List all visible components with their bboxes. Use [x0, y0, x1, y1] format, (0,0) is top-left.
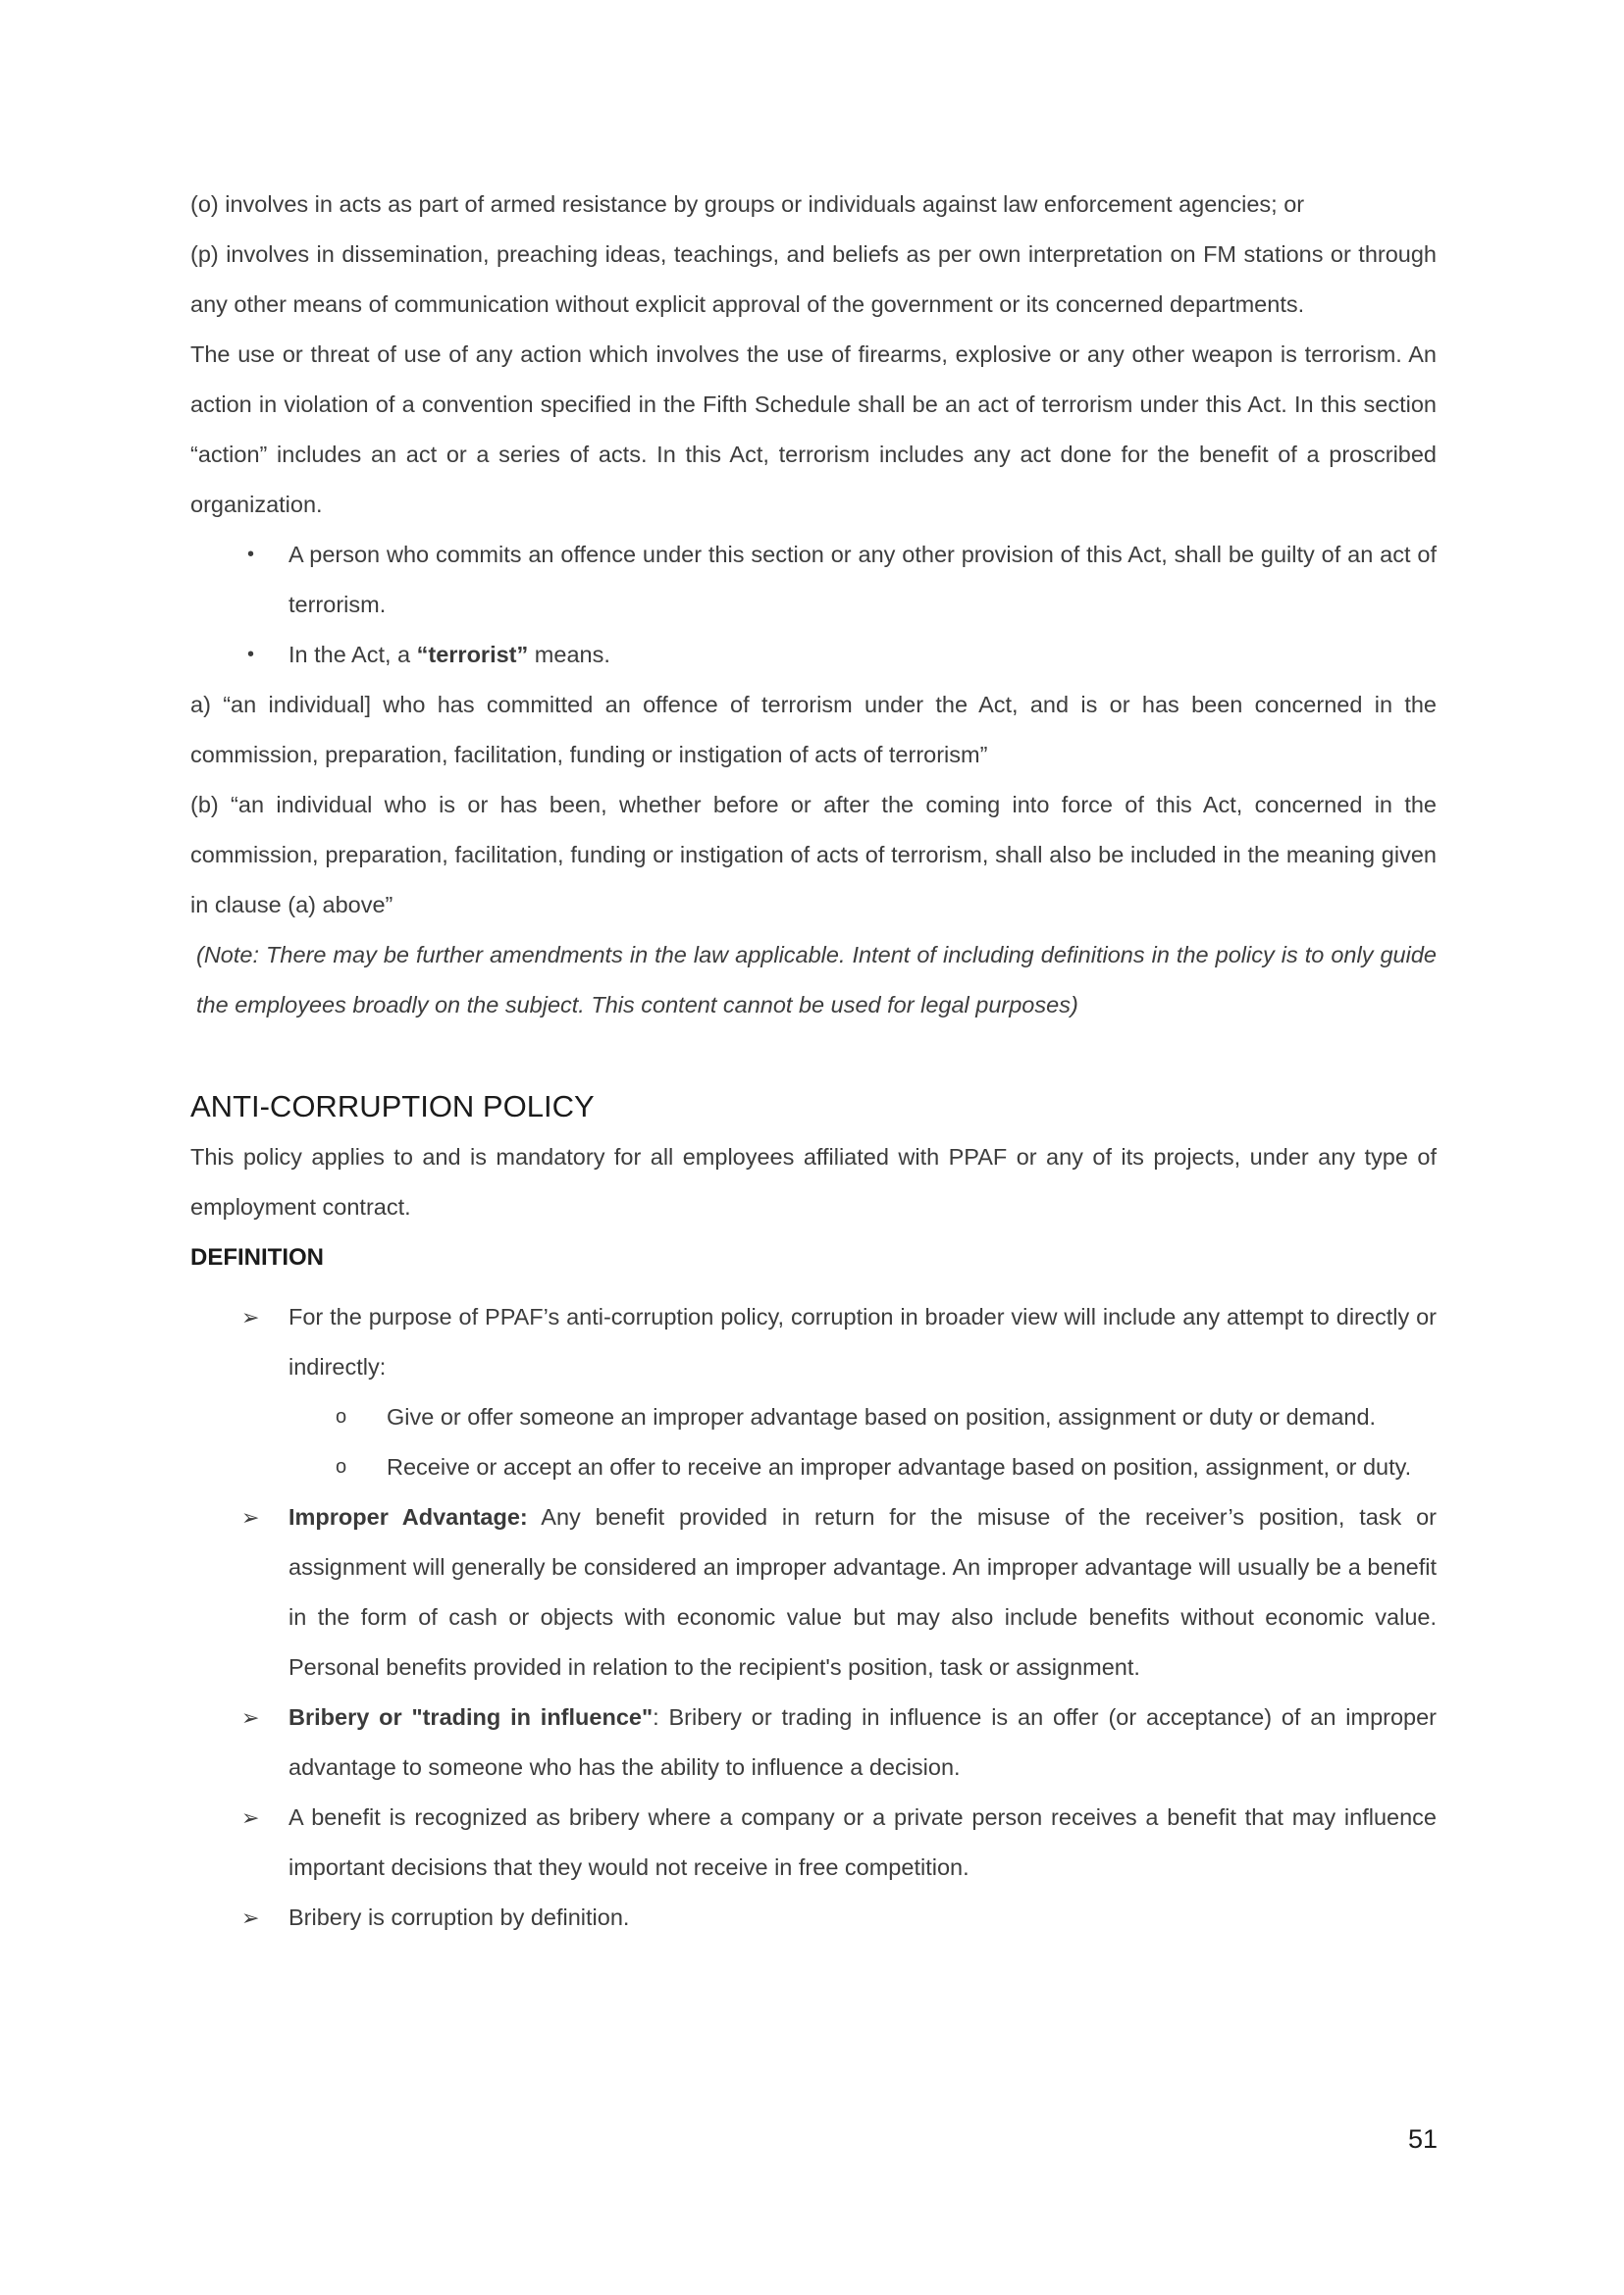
bullet-text-pre: In the Act, a: [288, 642, 417, 667]
arrow-list-item: [190, 1492, 1437, 1693]
bullet-text-post: means.: [528, 642, 610, 667]
arrow-item-text: Any benefit provided in return for the misuse of the receiver’s position, task or assignment will generally be considered an improper advantage. An improper advantage will usually be a benefit in the form of cash or objects with economic value but may also include benefits without economic value. Personal benefits provided in relation to the recipient's position, task or assignment.: [288, 1504, 1437, 1680]
arrow-item-text: For the purpose of PPAF’s anti-corruption policy, corruption in broader view will include any attempt to directly or indirectly:: [288, 1304, 1437, 1380]
terrorism-paragraph: The use or threat of use of any action which involves the use of firearms, explosive or any other weapon is terrorism. An action in violation of a convention specified in the Fifth Schedule shall be an act of terrorism under this Act. In this section “action” includes an act or a series of acts. In this Act, terrorism includes any act done for the benefit of a proscribed organization.: [190, 341, 1437, 517]
circle-list-item: [190, 1442, 1437, 1492]
page-content: [190, 180, 1437, 1943]
page-number: 51: [1407, 2124, 1438, 2154]
arrow-bullet-icon: ➢: [241, 1705, 260, 1730]
arrow-item-text: A benefit is recognized as bribery where a company or a private person receives a benefit that may influence important decisions that they would not receive in free competition.: [288, 1804, 1437, 1880]
policy-intro: This policy applies to and is mandatory for all employees affiliated with PPAF or any of its projects, under any type of employment contract.: [190, 1144, 1437, 1220]
arrow-item-text: : Bribery or trading in influence is an offer (or acceptance) of an improper advantage to someone who has the ability to influence a decision.: [288, 1704, 1438, 1780]
bullet-item: [190, 630, 1437, 680]
arrow-bullet-icon: ➢: [241, 1505, 260, 1530]
bullet-marker: •: [247, 544, 255, 565]
definition-heading: DEFINITION: [190, 1244, 324, 1271]
circle-item-text: Give or offer someone an improper advantage based on position, assignment or duty or demand.: [387, 1404, 1377, 1430]
section-heading: ANTI-CORRUPTION POLICY: [190, 1089, 595, 1123]
circle-list-item: [190, 1392, 1437, 1442]
bribery-term: Bribery or "trading in influence": [288, 1704, 654, 1730]
arrow-item-text: Bribery is corruption by definition.: [288, 1904, 630, 1930]
improper-advantage-term: Improper Advantage:: [288, 1504, 528, 1530]
arrow-list-item: [190, 1893, 1437, 1943]
legal-note: (Note: There may be further amendments in the law applicable. Intent of including definitions in the policy is to only guide the employees broadly on the subject. This content cannot be used for legal purposes): [196, 942, 1437, 1017]
bullet-text: A person who commits an offence under this section or any other provision of this Act, shall be guilty of an act of terrorism.: [288, 542, 1437, 617]
clause-b: (b) “an individual who is or has been, whether before or after the coming into force of this Act, concerned in the commission, preparation, facilitation, funding or instigation of acts of terrorism, shall also be included in the meaning given in clause (a) above”: [190, 792, 1437, 917]
arrow-list-item: [190, 1793, 1437, 1893]
circle-bullet-icon: o: [336, 1406, 347, 1428]
arrow-bullet-icon: ➢: [241, 1805, 260, 1830]
clause-a: a) “an individual] who has committed an offence of terrorism under the Act, and is or has been concerned in the commission, preparation, facilitation, funding or instigation of acts of terrorism”: [190, 692, 1437, 767]
clause-o: (o) involves in acts as part of armed resistance by groups or individuals against law enforcement agencies; or: [190, 191, 1305, 217]
arrow-list-item: [190, 1292, 1437, 1392]
arrow-bullet-icon: ➢: [241, 1905, 260, 1930]
terrorist-term: “terrorist”: [416, 642, 529, 667]
section-spacer: [190, 1030, 1437, 1081]
circle-item-text: Receive or accept an offer to receive an improper advantage based on position, assignment, or duty.: [387, 1454, 1412, 1480]
bullet-marker: •: [247, 644, 255, 665]
arrow-list-item: [190, 1693, 1437, 1793]
clause-p: (p) involves in dissemination, preaching ideas, teachings, and beliefs as per own interpretation on FM stations or through any other means of communication without explicit approval of the government or its concerned departments.: [190, 241, 1437, 317]
circle-bullet-icon: o: [336, 1456, 347, 1478]
arrow-bullet-icon: ➢: [241, 1305, 260, 1330]
bullet-item: [190, 530, 1437, 630]
